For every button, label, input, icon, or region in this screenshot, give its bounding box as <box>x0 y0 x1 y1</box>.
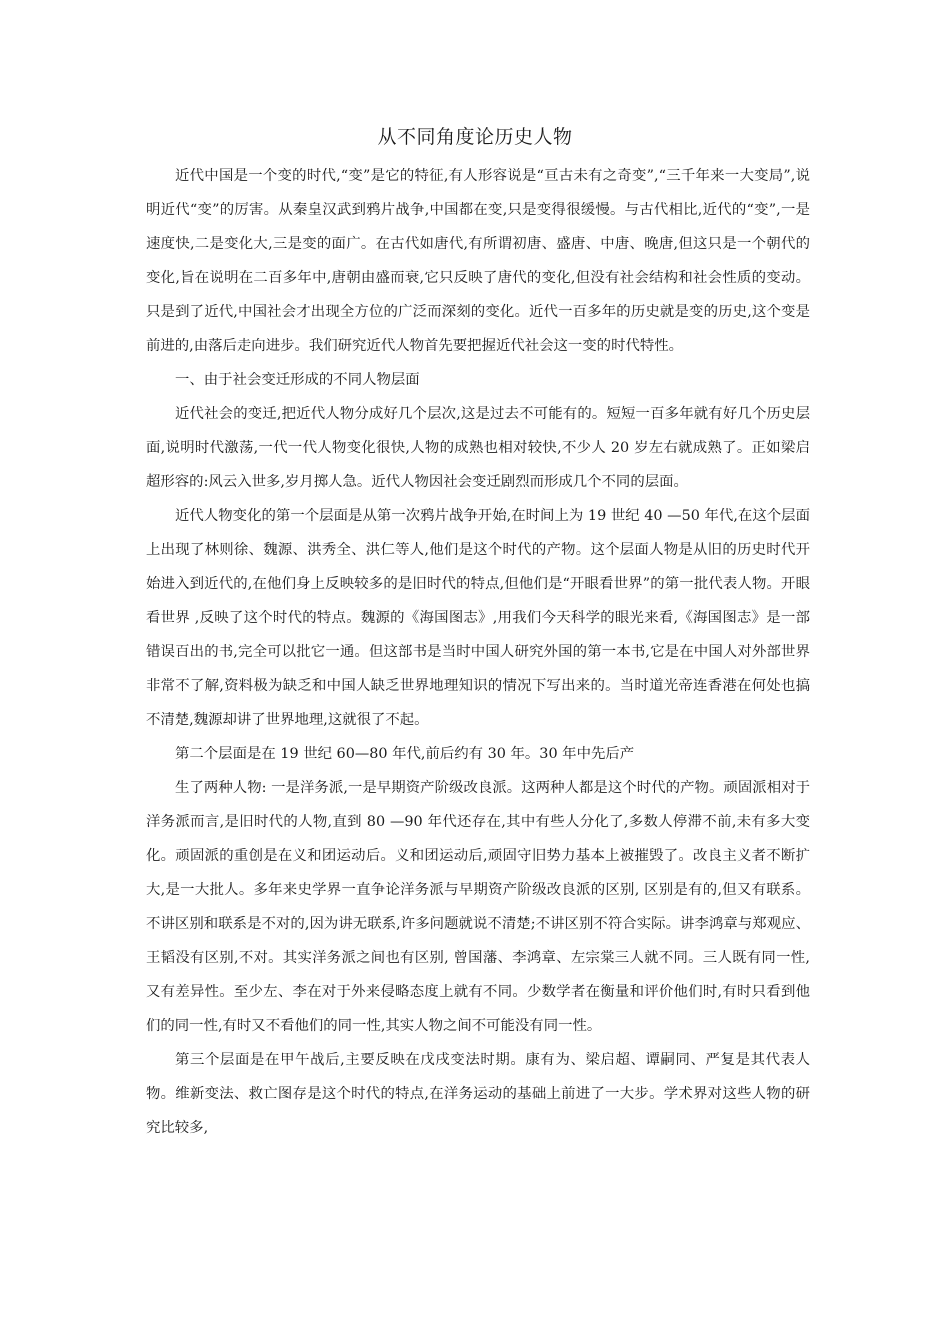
paragraph-second-layer-continued: 生了两种人物: 一是洋务派,一是早期资产阶级改良派。这两种人都是这个时代的产物。顽固派相对于洋务派而言,是旧时代的人物,直到 80 —90 年代还存在,其中有些人分化了,多数人停滞不前,未有多大变化。顽固派的重创是在义和团运动后。义和团运动后,顽固守旧势力基本上被摧毁了。改良主义者不断扩大,是一大批人。多年来史学界一直争论洋务派与早期资产阶级改良派的区别, 区别是有的,但又有联系。不讲区别和联系是不对的,因为讲无联系,许多问题就说不清楚;不讲区别不符合实际。讲李鸿章与郑观应、王韬没有区别,不对。其实洋务派之间也有区别, 曾国藩、李鸿章、左宗棠三人就不同。三人既有同一性,又有差异性。至少左、李在对于外来侵略态度上就有不同。少数学者在衡量和评价他们时,有时只看到他们的同一性,有时又不看他们的同一性,其实人物之间不可能没有同一性。 <box>146 780 810 1034</box>
section-heading-1: 一、由于社会变迁形成的不同人物层面 <box>175 372 420 388</box>
paragraph-second-layer: 第二个层面是在 19 世纪 60—80 年代,前后约有 30 年。30 年中先后产 <box>175 746 635 762</box>
paragraph-intro: 近代中国是一个变的时代,“变”是它的特征,有人形容说是“亘古未有之奇变”,“三千年来一大变局”,说明近代“变”的厉害。从秦皇汉武到鸦片战争,中国都在变,只是变得很缓慢。与古代相比,近代的“变”,一是速度快,二是变化大,三是变的面广。在古代如唐代,有所谓初唐、盛唐、中唐、晚唐,但这只是一个朝代的变化,旨在说明在二百多年中,唐朝由盛而衰,它只反映了唐代的变化,但没有社会结构和社会性质的变动。只是到了近代,中国社会才出现全方位的广泛而深刻的变化。近代一百多年的历史就是变的历史,这个变是前进的,由落后走向进步。我们研究近代人物首先要把握近代社会这一变的时代特性。 <box>146 168 810 354</box>
paragraph-first-layer: 近代人物变化的第一个层面是从第一次鸦片战争开始,在时间上为 19 世纪 40 —50 年代,在这个层面上出现了林则徐、魏源、洪秀全、洪仁等人,他们是这个时代的产物。这个层面人物是从旧的历史时代开始进入到近代的,在他们身上反映较多的是旧时代的特点,但他们是“开眼看世界”的第一批代表人物。开眼看世界 ,反映了这个时代的特点。魏源的《海国图志》,用我们今天科学的眼光来看,《海国图志》是一部错误百出的书,完全可以批它一通。但这部书是当时中国人研究外国的第一本书,它是在中国人对外部世界非常不了解,资料极为缺乏和中国人缺乏世界地理知识的情况下写出来的。当时道光帝连香港在何处也搞不清楚,魏源却讲了世界地理,这就很了不起。 <box>146 508 810 728</box>
document-body <box>146 159 810 1145</box>
paragraph-third-layer: 第三个层面是在甲午战后,主要反映在戊戌变法时期。康有为、梁启超、谭嗣同、严复是其代表人物。维新变法、救亡图存是这个时代的特点,在洋务运动的基础上前进了一大步。学术界对这些人物的研究比较多, <box>146 1052 810 1136</box>
paragraph-social-change: 近代社会的变迁,把近代人物分成好几个层次,这是过去不可能有的。短短一百多年就有好几个历史层面,说明时代激荡,一代一代人物变化很快,人物的成熟也相对较快,不少人 20 岁左右就成熟了。正如梁启超形容的:风云入世多,岁月掷人急。近代人物因社会变迁剧烈而形成几个不同的层面。 <box>146 406 810 490</box>
document-title: 从不同角度论历史人物 <box>377 126 573 148</box>
